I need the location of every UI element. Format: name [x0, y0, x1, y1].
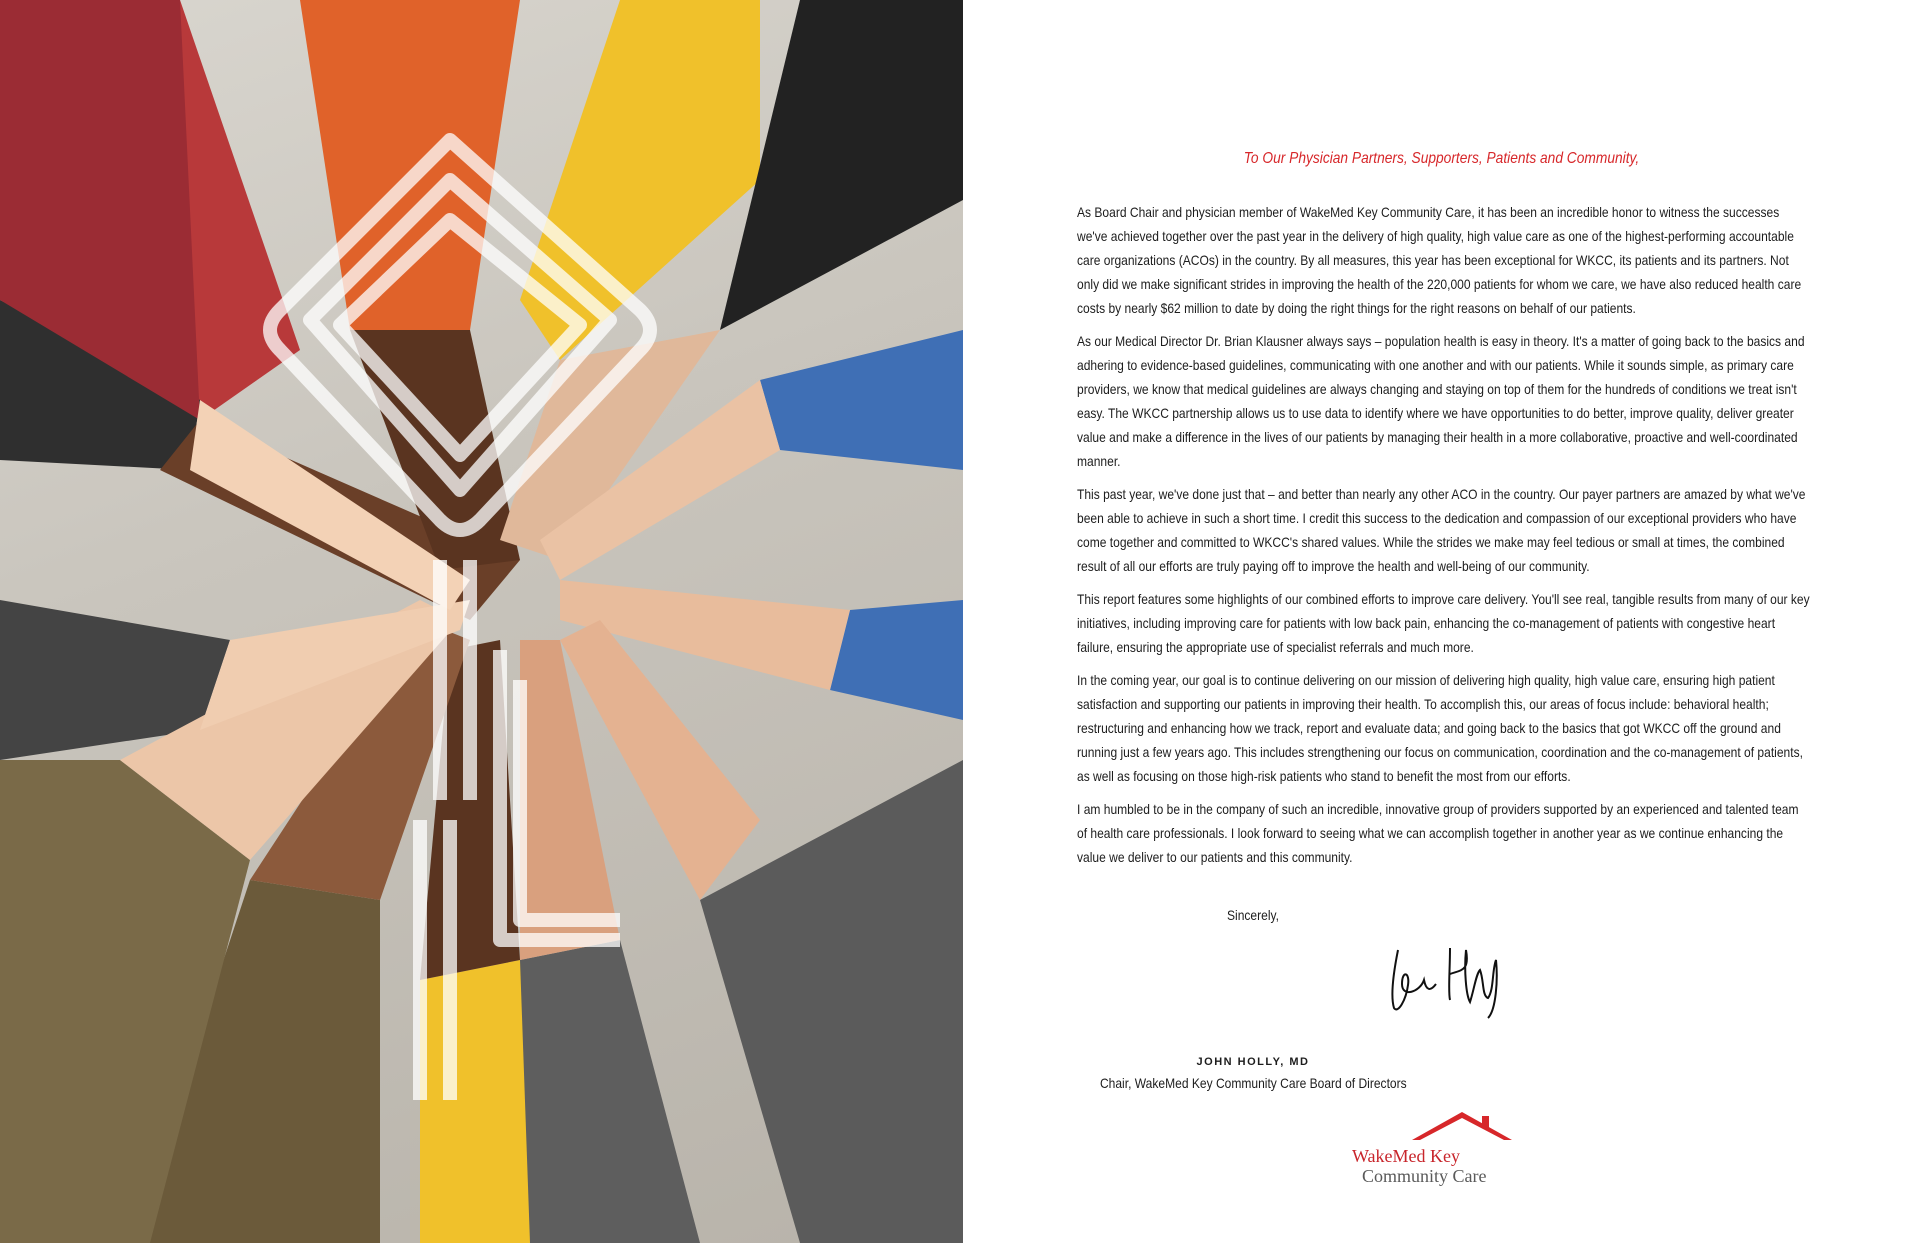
letter-paragraph: This past year, we've done just that – and better than nearly any other ACO in the country. Our payer partners are amazed by what we've been able to achieve in such a short time. I credit this success to the dedication and compassion of our exceptional providers who have come together and committed to WKCC's shared values. While the strides we make may feel tedious or small at times, the combined result of all our efforts are truly paying off to improve the health and well-being of our community. [1077, 486, 1806, 574]
signer-title-row [0, 1075, 1920, 1093]
logo-line-2: Community Care [1362, 1166, 1487, 1186]
letter-salutation: To Our Physician Partners, Supporters, Patients and Community, [1243, 150, 1640, 167]
closing-text: Sincerely, [1227, 907, 1279, 923]
letter-closing [903, 907, 1603, 923]
handwritten-signature [1380, 940, 1510, 1020]
signer-name-row [0, 1052, 1920, 1070]
letter-paragraph: I am humbled to be in the company of such an incredible, innovative group of providers supported by an experienced and talented team of health care professionals. I look forward to seeing what we can accomplish together in another year as we continue enhancing the value we deliver to our patients and this community. [1077, 801, 1799, 865]
letter-body [1077, 200, 1811, 878]
logo-line-1: WakeMed Key [1352, 1146, 1461, 1166]
letter-paragraph: As Board Chair and physician member of WakeMed Key Community Care, it has been an incredible honor to witness the successes we've achieved together over the past year in the delivery of high quality, high value care as one of the highest-performing accountable care organizations (ACOs) in the country. By all measures, this year has been exceptional for WKCC, its patients and its partners. Not only did we make significant strides in improving the health of the 220,000 patients for whom we care, we have also reduced health care costs by nearly $62 million to date by doing the right things for the right reasons on behalf of our patients. [1077, 204, 1802, 316]
signer-title: Chair, WakeMed Key Community Care Board of Directors [1099, 1075, 1407, 1091]
letter-paragraph: In the coming year, our goal is to continue delivering on our mission of delivering high quality, high value care, ensuring high patient satisfaction and supporting our patients in improving their health. To accomplish this, our areas of focus include: behavioral health; restructuring and enhancing how we track, report and evaluate data; and going back to the basics that got WKCC off the ground and running just a few years ago. This includes strengthening our focus on communication, coordination and the co-management of patients, as well as focusing on those high-risk patients who stand to benefit the most from our efforts. [1077, 672, 1803, 784]
signer-name: JOHN HOLLY, MD [1196, 1056, 1310, 1068]
wakemed-key-logo [1352, 1110, 1527, 1190]
letter-paragraph: As our Medical Director Dr. Brian Klausner always says – population health is easy in theory. It's a matter of going back to the basics and adhering to evidence-based guidelines, communicating with one another and with our patients. While it sounds simple, as primary care providers, we know that medical guidelines are always changing and staying on top of them for the hundreds of conditions we treat isn't easy. The WKCC partnership allows us to use data to identify where we have opportunities to do better, improve quality, deliver greater value and make a difference in the lives of our patients by managing their health in a more collaborative, proactive and well-coordinated manner. [1077, 333, 1805, 469]
house-roof-logo-icon [1352, 1110, 1527, 1150]
letter-paragraph: This report features some highlights of our combined efforts to improve care delivery. You'll see real, tangible results from many of our key initiatives, including improving care for patients with low back pain, enhancing the co-management of patients with congestive heart failure, ensuring the appropriate use of specialist referrals and much more. [1077, 591, 1810, 655]
